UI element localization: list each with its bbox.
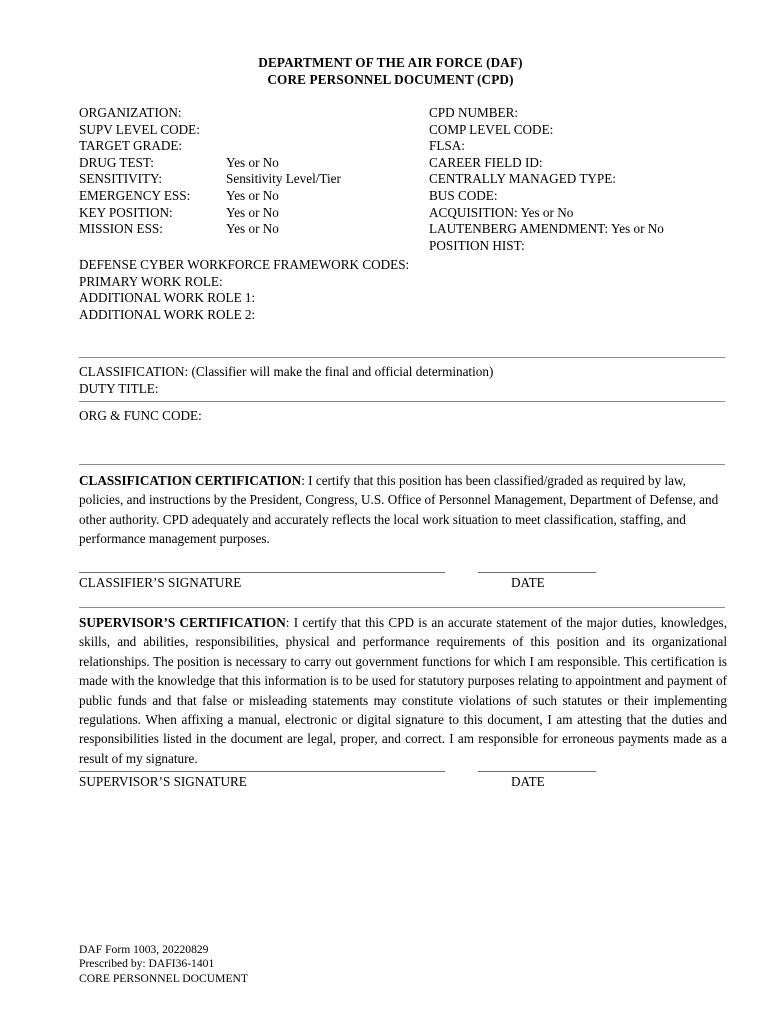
field-value-sensitivity: Sensitivity Level/Tier bbox=[226, 171, 341, 187]
field-label-target-grade: TARGET GRADE: bbox=[79, 138, 183, 154]
field-label-mission-ess: MISSION ESS: bbox=[79, 221, 163, 237]
field-row bbox=[79, 205, 739, 222]
field-value-drug-test: Yes or No bbox=[226, 154, 279, 170]
page-title bbox=[0, 55, 781, 88]
field-value-mission-ess: Yes or No bbox=[226, 221, 279, 237]
field-label-career-field-id: CAREER FIELD ID: bbox=[429, 154, 543, 170]
divider-above-supervisor-certification bbox=[79, 607, 725, 608]
classification-block bbox=[79, 364, 739, 397]
classification-certification-heading: CLASSIFICATION CERTIFICATION bbox=[79, 473, 302, 488]
title-line-1: DEPARTMENT OF THE AIR FORCE (DAF) bbox=[258, 55, 523, 70]
field-label-position-hist: POSITION HIST: bbox=[429, 237, 525, 253]
supervisor-date-line[interactable] bbox=[478, 771, 596, 772]
field-row bbox=[79, 238, 739, 255]
additional-work-role-1-label: ADDITIONAL WORK ROLE 1: bbox=[79, 290, 256, 306]
title-line-2: CORE PERSONNEL DOCUMENT (CPD) bbox=[267, 71, 514, 87]
divider-above-org-func-code bbox=[79, 401, 725, 402]
field-label-bus-code: BUS CODE: bbox=[429, 187, 498, 203]
field-label-drug-test: DRUG TEST: bbox=[79, 154, 154, 170]
field-value-key-position: Yes or No bbox=[226, 204, 279, 220]
footer-form-number: DAF Form 1003, 20220829 bbox=[79, 943, 209, 956]
supervisor-signature-label: SUPERVISOR’S SIGNATURE bbox=[79, 774, 247, 789]
supervisor-certification-paragraph bbox=[79, 613, 727, 768]
duty-title-label: DUTY TITLE: bbox=[79, 380, 159, 396]
field-label-sensitivity: SENSITIVITY: bbox=[79, 171, 163, 187]
field-label-lautenberg-amendment: LAUTENBERG AMENDMENT: Yes or No bbox=[429, 221, 664, 237]
classifier-signature-line[interactable] bbox=[79, 572, 445, 573]
field-label-acquisition: ACQUISITION: Yes or No bbox=[429, 204, 574, 220]
org-func-code-label: ORG & FUNC CODE: bbox=[79, 408, 202, 423]
footer bbox=[79, 943, 248, 986]
footer-prescribed-by: Prescribed by: DAFI36-1401 bbox=[79, 957, 215, 971]
field-label-key-position: KEY POSITION: bbox=[79, 204, 173, 220]
supervisor-certification-body: : I certify that this CPD is an accurate statement of the major duties, knowledges, skills, and abilities, responsibilities, physical and performance requirements of this position and its organizational relationships. The position is necessary to carry out government functions for which I am responsible. This certification is made with the knowledge that this information is to be used for statutory purposes relating to appointment and payment of public funds and that false or misleading statements may constitute violations of such statutes or their implementing regulations. When affixing a manual, electronic or digital signature to this document, I am attesting that the duties and responsibilities listed in the document are legal, proper, and correct. I am responsible for erroneous payments made as a result of my signature. bbox=[79, 615, 727, 766]
classifier-date-line[interactable] bbox=[478, 572, 596, 573]
field-row bbox=[79, 221, 739, 238]
field-row bbox=[79, 171, 739, 188]
field-row bbox=[79, 105, 739, 122]
classification-label: CLASSIFICATION: (Classifier will make the final and official determination) bbox=[79, 364, 494, 379]
field-label-flsa: FLSA: bbox=[429, 138, 465, 154]
cyber-workforce-block bbox=[79, 257, 409, 323]
cyber-framework-codes-label: DEFENSE CYBER WORKFORCE FRAMEWORK CODES: bbox=[79, 257, 410, 272]
field-row bbox=[79, 155, 739, 172]
field-label-cpd-number: CPD NUMBER: bbox=[429, 105, 519, 120]
divider-above-classification bbox=[79, 357, 725, 358]
field-grid bbox=[79, 105, 739, 254]
field-label-comp-level-code: COMP LEVEL CODE: bbox=[429, 121, 554, 137]
supervisor-signature-line[interactable] bbox=[79, 771, 445, 772]
footer-document-name: CORE PERSONNEL DOCUMENT bbox=[79, 971, 248, 985]
field-label-supv-level-code: SUPV LEVEL CODE: bbox=[79, 121, 200, 137]
classifier-date-label: DATE bbox=[511, 575, 545, 590]
field-label-centrally-managed-type: CENTRALLY MANAGED TYPE: bbox=[429, 171, 616, 187]
field-value-emergency-ess: Yes or No bbox=[226, 187, 279, 203]
classifier-signature-label: CLASSIFIER’S SIGNATURE bbox=[79, 575, 242, 590]
classification-certification-body: : I certify that this position has been classified/graded as required by law, policies, and instructions by the President, Congress, U.S. Office of Personnel Management, Department of Defense, and other authority. CPD adequately and accurately reflects the local work situation to meet classification, staffing, and performance management purposes. bbox=[79, 473, 719, 547]
field-row bbox=[79, 188, 739, 205]
primary-work-role-label: PRIMARY WORK ROLE: bbox=[79, 273, 223, 289]
field-row bbox=[79, 122, 739, 139]
supervisor-certification-heading: SUPERVISOR’S CERTIFICATION bbox=[79, 615, 286, 630]
field-label-organization: ORGANIZATION: bbox=[79, 105, 182, 120]
field-label-emergency-ess: EMERGENCY ESS: bbox=[79, 187, 191, 203]
field-row bbox=[79, 138, 739, 155]
divider-above-classification-certification bbox=[79, 464, 725, 465]
classification-certification-paragraph bbox=[79, 471, 727, 549]
supervisor-date-label: DATE bbox=[511, 774, 545, 789]
additional-work-role-2-label: ADDITIONAL WORK ROLE 2: bbox=[79, 306, 256, 322]
